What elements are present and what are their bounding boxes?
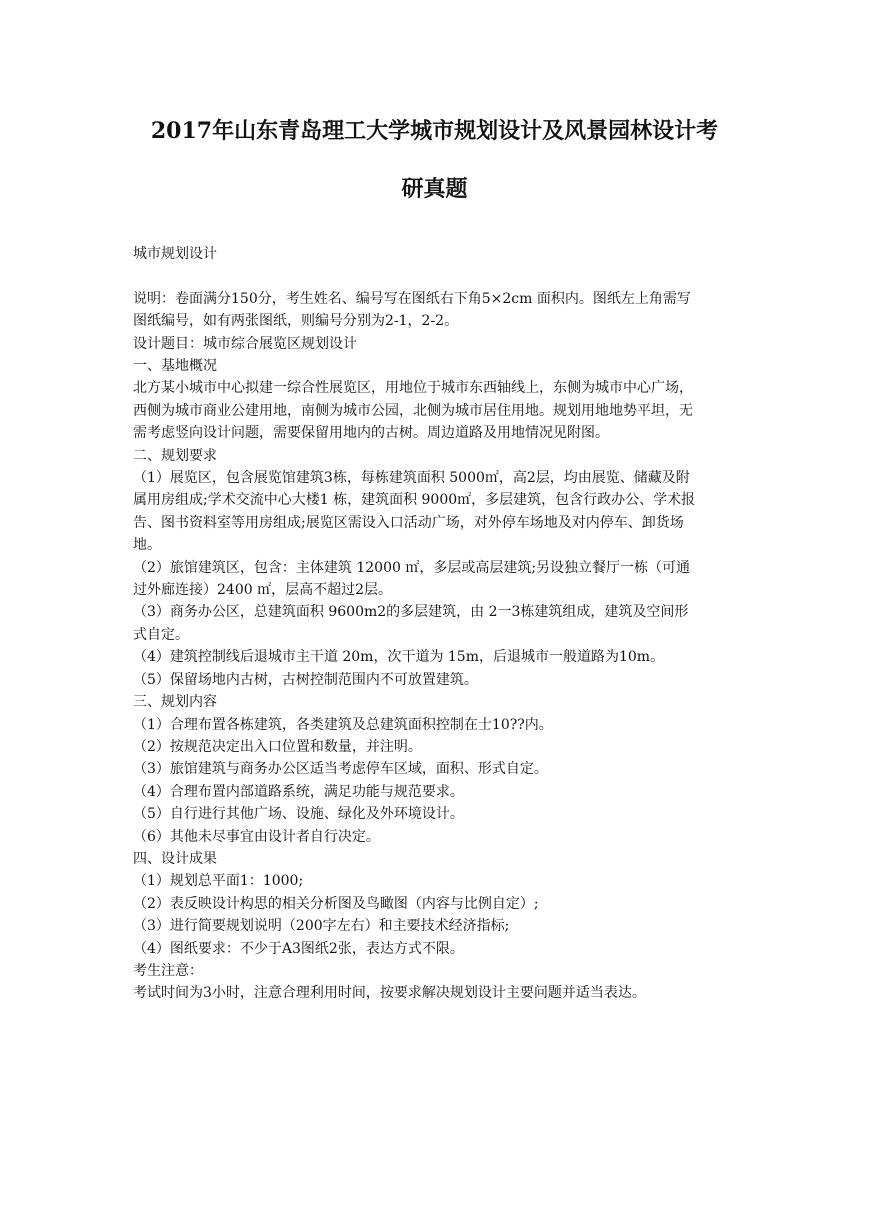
text-line: （6）其他未尽事宜由设计者自行决定。 [133,828,380,845]
text-line: （5）保留场地内古树，古树控制范围内不可放置建筑。 [133,671,478,688]
text-line: 属用房组成;学术交流中心大楼1 栋，建筑面积 9000㎡，多层建筑，包含行政办公、学术报 [133,492,696,509]
heading-requirements: 二、规划要求 [133,447,217,464]
text-line: （4）图纸要求：不少于A3图纸2张，表达方式不限。 [133,940,464,957]
title-line-1: 2017年山东青岛理工大学城市规划设计及风景园林设计考 [150,118,719,144]
text-line: 地。 [133,537,161,554]
text-line: 式自定。 [133,626,189,643]
text-line: （4）建筑控制线后退城市主干道 20m，次干道为 15m，后退城市一般道路为10m。 [133,649,665,666]
heading-deliverables: 四、设计成果 [133,850,217,867]
text-line: 说明：卷面满分150分，考生姓名、编号写在图纸右下角5×2cm 面积内。图纸左上角需写 [133,290,691,307]
text-line: （1）合理布置各栋建筑，各类建筑及总建筑面积控制在士10??内。 [133,716,553,733]
text-line: （2）旅馆建筑区，包含：主体建筑 12000 ㎡，多层或高层建筑;另设独立餐厅一栋（可通 [133,559,691,576]
text-line: （1）规划总平面1：1000; [133,873,304,890]
text-line: 需考虑竖向设计问题，需要保留用地内的古树。周边道路及用地情况见附图。 [133,425,609,442]
text-line: （3）旅馆建筑与商务办公区适当考虑停车区域，面积、形式自定。 [133,761,548,778]
text-line: （2）按规范决定出入口位置和数量，并注明。 [133,738,422,755]
title-line-2: 研真题 [401,176,468,202]
document-body [133,243,743,1005]
design-topic: 设计题目：城市综合展览区规划设计 [133,335,357,352]
text-line: （1）展览区，包含展览馆建筑3栋，每栋建筑面积 5000㎡，高2层，均由展览、储藏及附 [133,470,690,487]
document-title [100,102,769,218]
text-line: 考试时间为3小时，注意合理利用时间，按要求解决规划设计主要问题并适当表达。 [133,985,646,1002]
text-line: 图纸编号，如有两张图纸，则编号分别为2-1，2-2。 [133,313,459,330]
text-line: 北方某小城市中心拟建一综合性展览区，用地位于城市东西轴线上，东侧为城市中心广场， [133,380,693,397]
heading-contents: 三、规划内容 [133,694,217,711]
text-line: 过外廊连接）2400 ㎡，层高不超过2层。 [133,582,392,599]
heading-notes: 考生注意： [133,962,203,979]
heading-site: 一、基地概况 [133,358,217,375]
text-line: （3）商务办公区，总建筑面积 9600m2的多层建筑，由 2一3栋建筑组成，建筑及空间形 [133,604,689,621]
text-line: （2）表反映设计构思的相关分析图及鸟瞰图（内容与比例自定）; [133,895,539,912]
text-line: （5）自行进行其他广场、设施、绿化及外环境设计。 [133,806,464,823]
text-line: （3）进行简要规划说明（200字左右）和主要技术经济指标; [133,918,510,935]
section-heading: 城市规划设计 [133,246,217,262]
text-line: 告、图书资料室等用房组成;展览区需设入口活动广场，对外停车场地及对内停车、卸货场 [133,514,684,531]
text-line: 西侧为城市商业公建用地，南侧为城市公园，北侧为城市居住用地。规划用地地势平坦，无 [133,402,693,419]
text-line: （4）合理布置内部道路系统，满足功能与规范要求。 [133,783,464,800]
